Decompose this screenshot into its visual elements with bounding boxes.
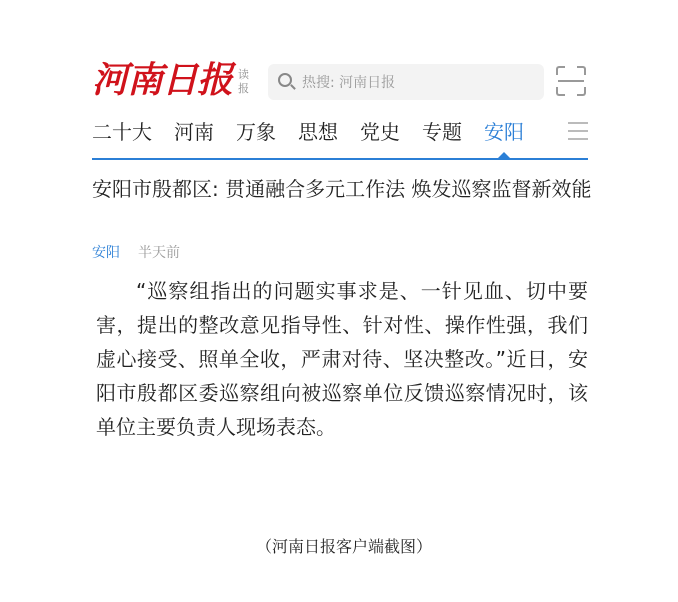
app-header [92,58,588,102]
article-meta [92,242,180,262]
tabs-divider [92,158,588,160]
channel-tabs [92,112,588,152]
tab-anyang-label: 安阳 [484,120,524,144]
tab-dangshi[interactable]: 党史 [360,120,400,144]
tab-sixiang[interactable]: 思想 [298,120,338,144]
search-placeholder: 热搜: 河南日报 [302,75,396,91]
tab-wanxiang[interactable]: 万象 [236,120,276,144]
logo-subtitle: 读 报 [238,68,250,95]
image-caption: （河南日报客户端截图） [255,537,432,556]
tab-henan[interactable]: 河南 [174,120,214,144]
menu-icon[interactable] [568,122,588,140]
article-source[interactable]: 安阳 [92,245,120,261]
tab-anyang[interactable] [484,114,524,150]
article-time: 半天前 [138,245,180,261]
app-logo[interactable] [92,58,249,102]
search-icon [278,73,296,91]
tab-zhuanti[interactable]: 专题 [422,120,462,144]
logo-text: 河南日报 [92,59,233,101]
tab-ershida[interactable]: 二十大 [92,120,152,144]
scan-icon[interactable] [556,66,586,96]
search-bar[interactable] [268,64,544,100]
article-body: “巡察组指出的问题实事求是、一针见血、切中要害，提出的整改意见指导性、针对性、操作性强，我们虚心接受、照单全收，严肃对待、坚决整改。”近日，安阳市殷都区委巡察组向被巡察单位反馈巡察情况时，该单位主要负责人现场表态。 [96,279,588,439]
article-title: 安阳市殷都区: 贯通融合多元工作法 焕发巡察监督新效能 [92,177,592,201]
